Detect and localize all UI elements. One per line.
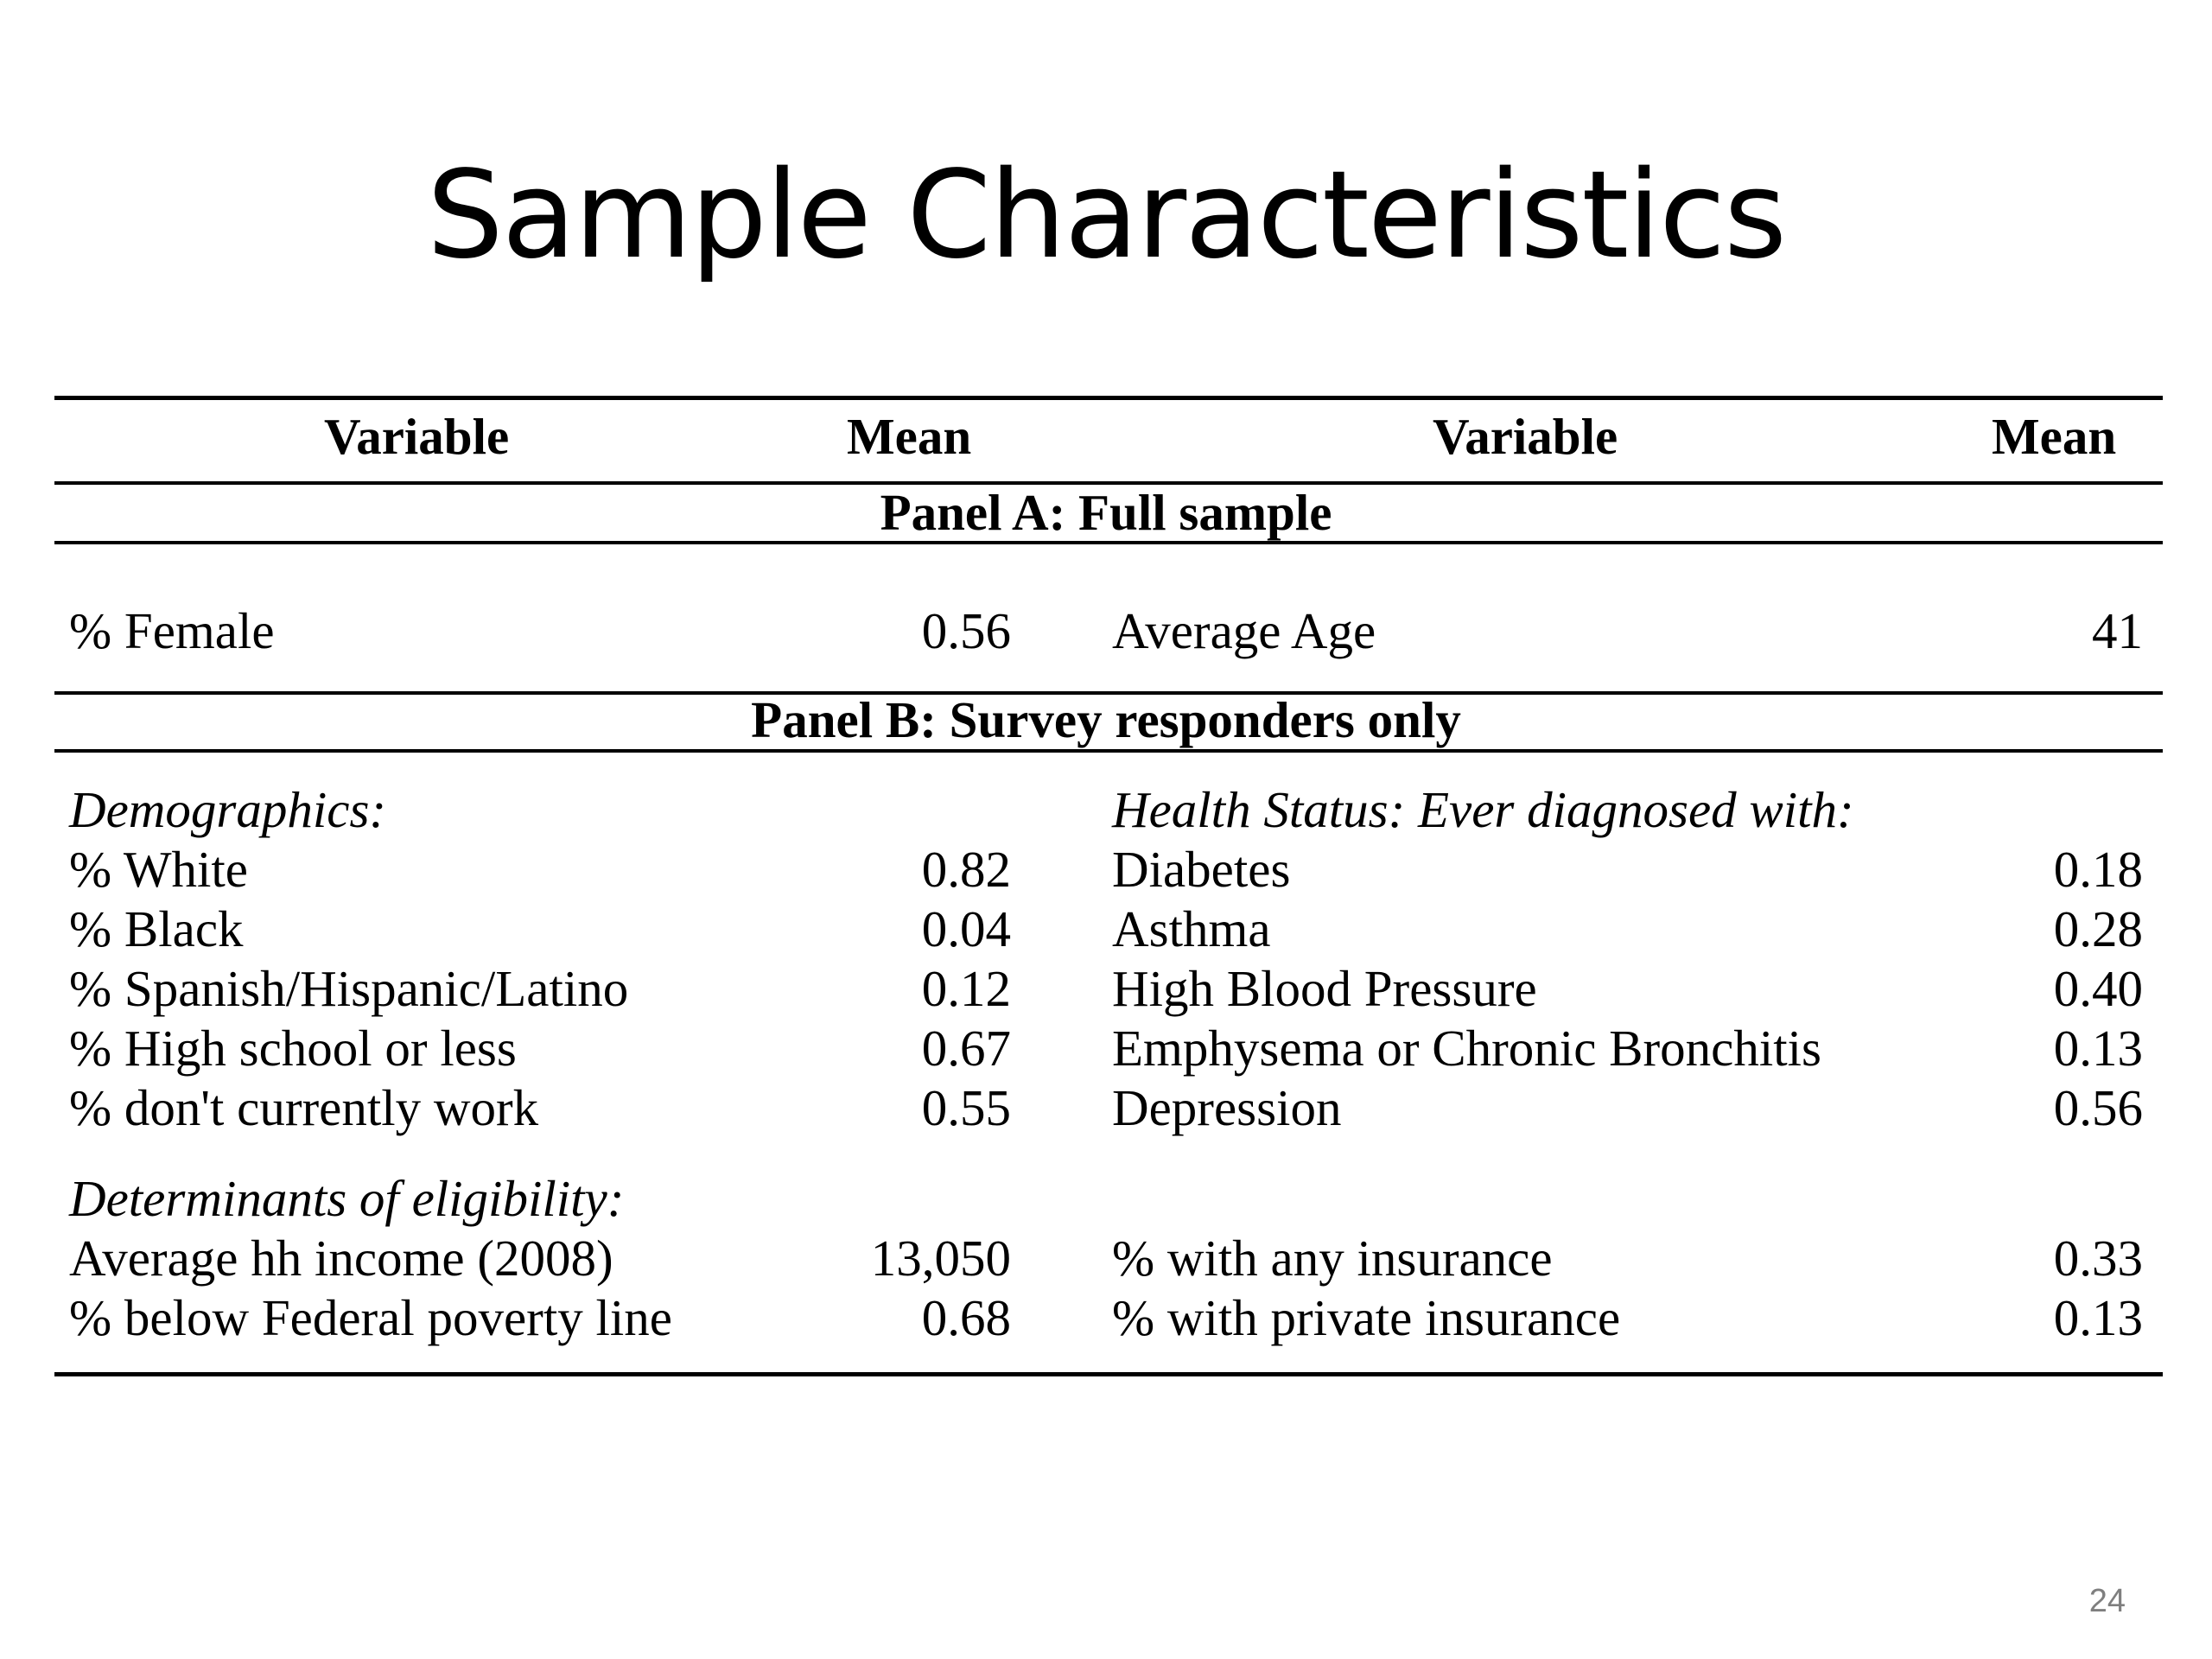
row-value: 0.55 [921,1079,1011,1136]
header-mean-right: Mean [1992,408,2117,465]
health-status-heading: Health Status: Ever diagnosed with: [1112,781,1854,838]
row-value: 0.82 [921,841,1011,898]
row-value: 0.67 [921,1020,1011,1077]
row-value: 0.04 [921,900,1011,957]
row-value: 0.33 [2053,1230,2143,1287]
table-top-rule [54,396,2163,400]
row-label: Asthma [1112,900,1271,957]
panel-a-rule [54,541,2163,544]
eligibility-heading: Determinants of eligibility: [69,1170,625,1227]
header-mean-left: Mean [847,408,972,465]
demographics-heading: Demographics: [69,781,387,838]
row-label: Emphysema or Chronic Bronchitis [1112,1020,1821,1077]
row-label: % Black [69,900,244,957]
row-value: 0.12 [921,960,1011,1017]
header-variable-right: Variable [1433,408,1618,465]
row-value: 0.68 [921,1289,1011,1346]
row-label: % White [69,841,248,898]
slide-number: 24 [2088,1583,2126,1619]
row-value: 0.13 [2053,1020,2143,1077]
row-value: 0.13 [2053,1289,2143,1346]
row-label: % Female [69,602,275,659]
row-label: Average Age [1112,602,1376,659]
row-value: 0.28 [2053,900,2143,957]
row-value: 0.56 [921,602,1011,659]
row-value: 0.40 [2053,960,2143,1017]
slide-title: Sample Characteristics [426,145,1786,286]
header-variable-left: Variable [324,408,510,465]
table-bottom-rule [54,1372,2163,1376]
row-label: % with private insurance [1112,1289,1621,1346]
row-label: % Spanish/Hispanic/Latino [69,960,629,1017]
row-label: Average hh income (2008) [69,1230,613,1287]
row-label: % below Federal poverty line [69,1289,672,1346]
row-label: % High school or less [69,1020,517,1077]
row-label: % don't currently work [69,1079,539,1136]
panel-b-rule [54,749,2163,753]
panel-b-title: Panel B: Survey responders only [751,691,1461,748]
row-label: High Blood Pressure [1112,960,1537,1017]
row-value: 13,050 [870,1230,1011,1287]
row-label: % with any insurance [1112,1230,1553,1287]
row-label: Depression [1112,1079,1342,1136]
row-label: Diabetes [1112,841,1291,898]
panel-a-title: Panel A: Full sample [880,484,1332,541]
row-value: 0.18 [2053,841,2143,898]
row-value: 0.56 [2053,1079,2143,1136]
row-value: 41 [2092,602,2143,659]
